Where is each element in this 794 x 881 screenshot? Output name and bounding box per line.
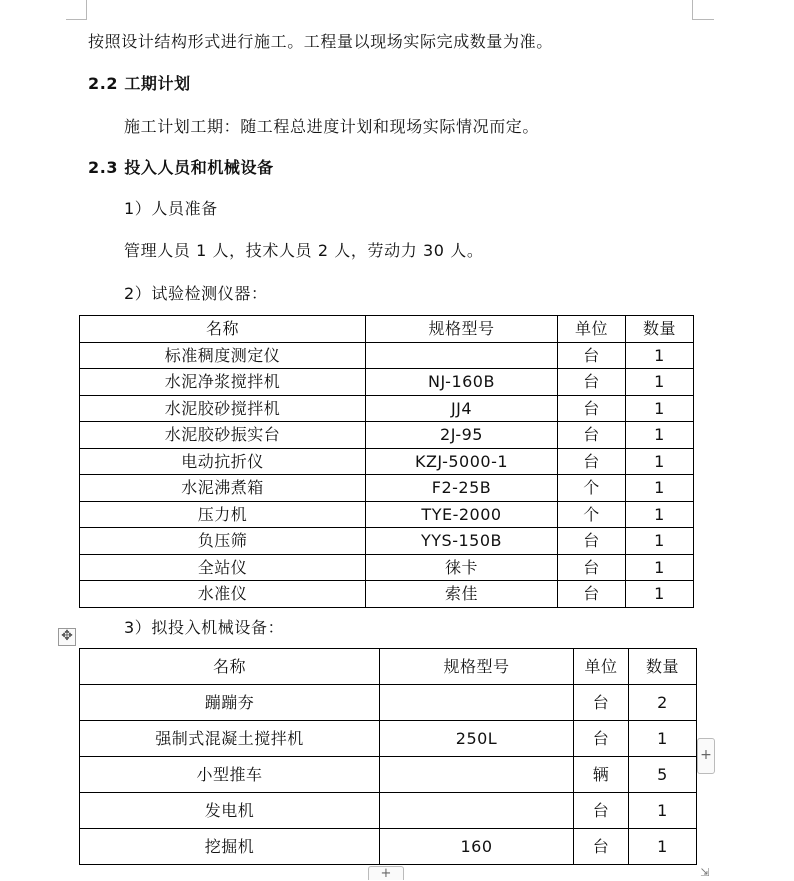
cell-unit[interactable]: 台 bbox=[558, 581, 626, 608]
cell-quantity[interactable]: 1 bbox=[629, 829, 697, 865]
cell-unit[interactable]: 个 bbox=[558, 475, 626, 502]
cell-name[interactable]: 水泥净浆搅拌机 bbox=[80, 369, 366, 396]
cell-unit[interactable]: 台 bbox=[558, 395, 626, 422]
cell-name[interactable]: 压力机 bbox=[80, 501, 366, 528]
cell-unit[interactable]: 台 bbox=[558, 554, 626, 581]
heading-resources: 2.3 投入人员和机械设备 bbox=[88, 158, 274, 177]
header-unit[interactable]: 单位 bbox=[574, 649, 629, 685]
cell-model[interactable] bbox=[380, 793, 574, 829]
header-quantity[interactable]: 数量 bbox=[629, 649, 697, 685]
cell-unit[interactable]: 台 bbox=[574, 793, 629, 829]
add-column-icon[interactable]: + bbox=[697, 738, 715, 774]
list-item-personnel: 1）人员准备 bbox=[124, 199, 218, 218]
crop-mark-right-horizontal bbox=[692, 19, 714, 20]
cell-quantity[interactable]: 1 bbox=[626, 342, 694, 369]
header-name[interactable]: 名称 bbox=[80, 649, 380, 685]
cell-quantity[interactable]: 1 bbox=[629, 793, 697, 829]
cell-name[interactable]: 小型推车 bbox=[80, 757, 380, 793]
cell-name[interactable]: 蹦蹦夯 bbox=[80, 685, 380, 721]
table-row bbox=[80, 369, 694, 396]
table-row bbox=[80, 395, 694, 422]
header-name[interactable]: 名称 bbox=[80, 316, 366, 343]
cell-name[interactable]: 全站仪 bbox=[80, 554, 366, 581]
table-move-handle-icon[interactable]: ✥ bbox=[58, 628, 76, 646]
cell-name[interactable]: 挖掘机 bbox=[80, 829, 380, 865]
cell-model[interactable]: NJ-160B bbox=[366, 369, 558, 396]
table-row bbox=[80, 475, 694, 502]
cell-model[interactable]: 索佳 bbox=[366, 581, 558, 608]
cell-quantity[interactable]: 1 bbox=[626, 501, 694, 528]
cell-unit[interactable]: 台 bbox=[558, 422, 626, 449]
header-model[interactable]: 规格型号 bbox=[366, 316, 558, 343]
cell-unit[interactable]: 台 bbox=[558, 528, 626, 555]
crop-mark-left-vertical bbox=[86, 0, 87, 20]
cell-model[interactable]: 2J-95 bbox=[366, 422, 558, 449]
cell-quantity[interactable]: 1 bbox=[629, 721, 697, 757]
cell-quantity[interactable]: 5 bbox=[629, 757, 697, 793]
cell-name[interactable]: 标准稠度测定仪 bbox=[80, 342, 366, 369]
paragraph-schedule: 施工计划工期：随工程总进度计划和现场实际情况而定。 bbox=[124, 117, 540, 136]
cell-name[interactable]: 水准仪 bbox=[80, 581, 366, 608]
heading-schedule: 2.2 工期计划 bbox=[88, 74, 191, 93]
header-model[interactable]: 规格型号 bbox=[380, 649, 574, 685]
paragraph-personnel: 管理人员 1 人，技术人员 2 人，劳动力 30 人。 bbox=[124, 241, 484, 260]
cell-quantity[interactable]: 1 bbox=[626, 395, 694, 422]
add-row-icon[interactable]: + bbox=[368, 866, 404, 880]
list-item-instruments: 2）试验检测仪器： bbox=[124, 284, 268, 303]
cell-unit[interactable]: 台 bbox=[574, 685, 629, 721]
table-row bbox=[80, 757, 697, 793]
cell-model[interactable] bbox=[380, 757, 574, 793]
table-row bbox=[80, 501, 694, 528]
table-row bbox=[80, 829, 697, 865]
table-row bbox=[80, 721, 697, 757]
cell-unit[interactable]: 台 bbox=[574, 829, 629, 865]
cell-model[interactable] bbox=[380, 685, 574, 721]
cell-quantity[interactable]: 1 bbox=[626, 422, 694, 449]
cell-quantity[interactable]: 1 bbox=[626, 475, 694, 502]
table-row bbox=[80, 422, 694, 449]
cell-quantity[interactable]: 1 bbox=[626, 581, 694, 608]
machinery-table bbox=[79, 648, 697, 865]
table-row bbox=[80, 448, 694, 475]
cell-model[interactable]: TYE-2000 bbox=[366, 501, 558, 528]
cell-name[interactable]: 负压筛 bbox=[80, 528, 366, 555]
cell-unit[interactable]: 台 bbox=[558, 369, 626, 396]
crop-mark-left-horizontal bbox=[66, 19, 87, 20]
cell-name[interactable]: 发电机 bbox=[80, 793, 380, 829]
cell-quantity[interactable]: 1 bbox=[626, 554, 694, 581]
table-resize-icon[interactable]: ⇲ bbox=[700, 866, 710, 879]
table-row bbox=[80, 793, 697, 829]
cell-quantity[interactable]: 1 bbox=[626, 369, 694, 396]
cell-model[interactable]: 250L bbox=[380, 721, 574, 757]
cell-name[interactable]: 电动抗折仪 bbox=[80, 448, 366, 475]
cell-name[interactable]: 水泥胶砂搅拌机 bbox=[80, 395, 366, 422]
cell-model[interactable]: 160 bbox=[380, 829, 574, 865]
cell-unit[interactable]: 台 bbox=[558, 342, 626, 369]
header-unit[interactable]: 单位 bbox=[558, 316, 626, 343]
cell-model[interactable]: 徕卡 bbox=[366, 554, 558, 581]
cell-quantity[interactable]: 1 bbox=[626, 448, 694, 475]
cell-unit[interactable]: 台 bbox=[558, 448, 626, 475]
cell-model[interactable]: YYS-150B bbox=[366, 528, 558, 555]
cell-model[interactable] bbox=[366, 342, 558, 369]
table-header-row bbox=[80, 316, 694, 343]
cell-unit[interactable]: 个 bbox=[558, 501, 626, 528]
cell-unit[interactable]: 台 bbox=[574, 721, 629, 757]
header-quantity[interactable]: 数量 bbox=[626, 316, 694, 343]
cell-quantity[interactable]: 1 bbox=[626, 528, 694, 555]
cell-name[interactable]: 强制式混凝土搅拌机 bbox=[80, 721, 380, 757]
instruments-table bbox=[79, 315, 694, 608]
cell-model[interactable]: JJ4 bbox=[366, 395, 558, 422]
paragraph-intro: 按照设计结构形式进行施工。工程量以现场实际完成数量为准。 bbox=[88, 32, 553, 51]
table-row bbox=[80, 554, 694, 581]
list-item-machinery: 3）拟投入机械设备： bbox=[124, 618, 285, 637]
cell-name[interactable]: 水泥沸煮箱 bbox=[80, 475, 366, 502]
cell-model[interactable]: F2-25B bbox=[366, 475, 558, 502]
crop-mark-right-vertical bbox=[692, 0, 693, 20]
table-row bbox=[80, 342, 694, 369]
table-row bbox=[80, 528, 694, 555]
cell-quantity[interactable]: 2 bbox=[629, 685, 697, 721]
table-header-row bbox=[80, 649, 697, 685]
cell-model[interactable]: KZJ-5000-1 bbox=[366, 448, 558, 475]
table-row bbox=[80, 581, 694, 608]
cell-unit[interactable]: 辆 bbox=[574, 757, 629, 793]
table-row bbox=[80, 685, 697, 721]
cell-name[interactable]: 水泥胶砂振实台 bbox=[80, 422, 366, 449]
